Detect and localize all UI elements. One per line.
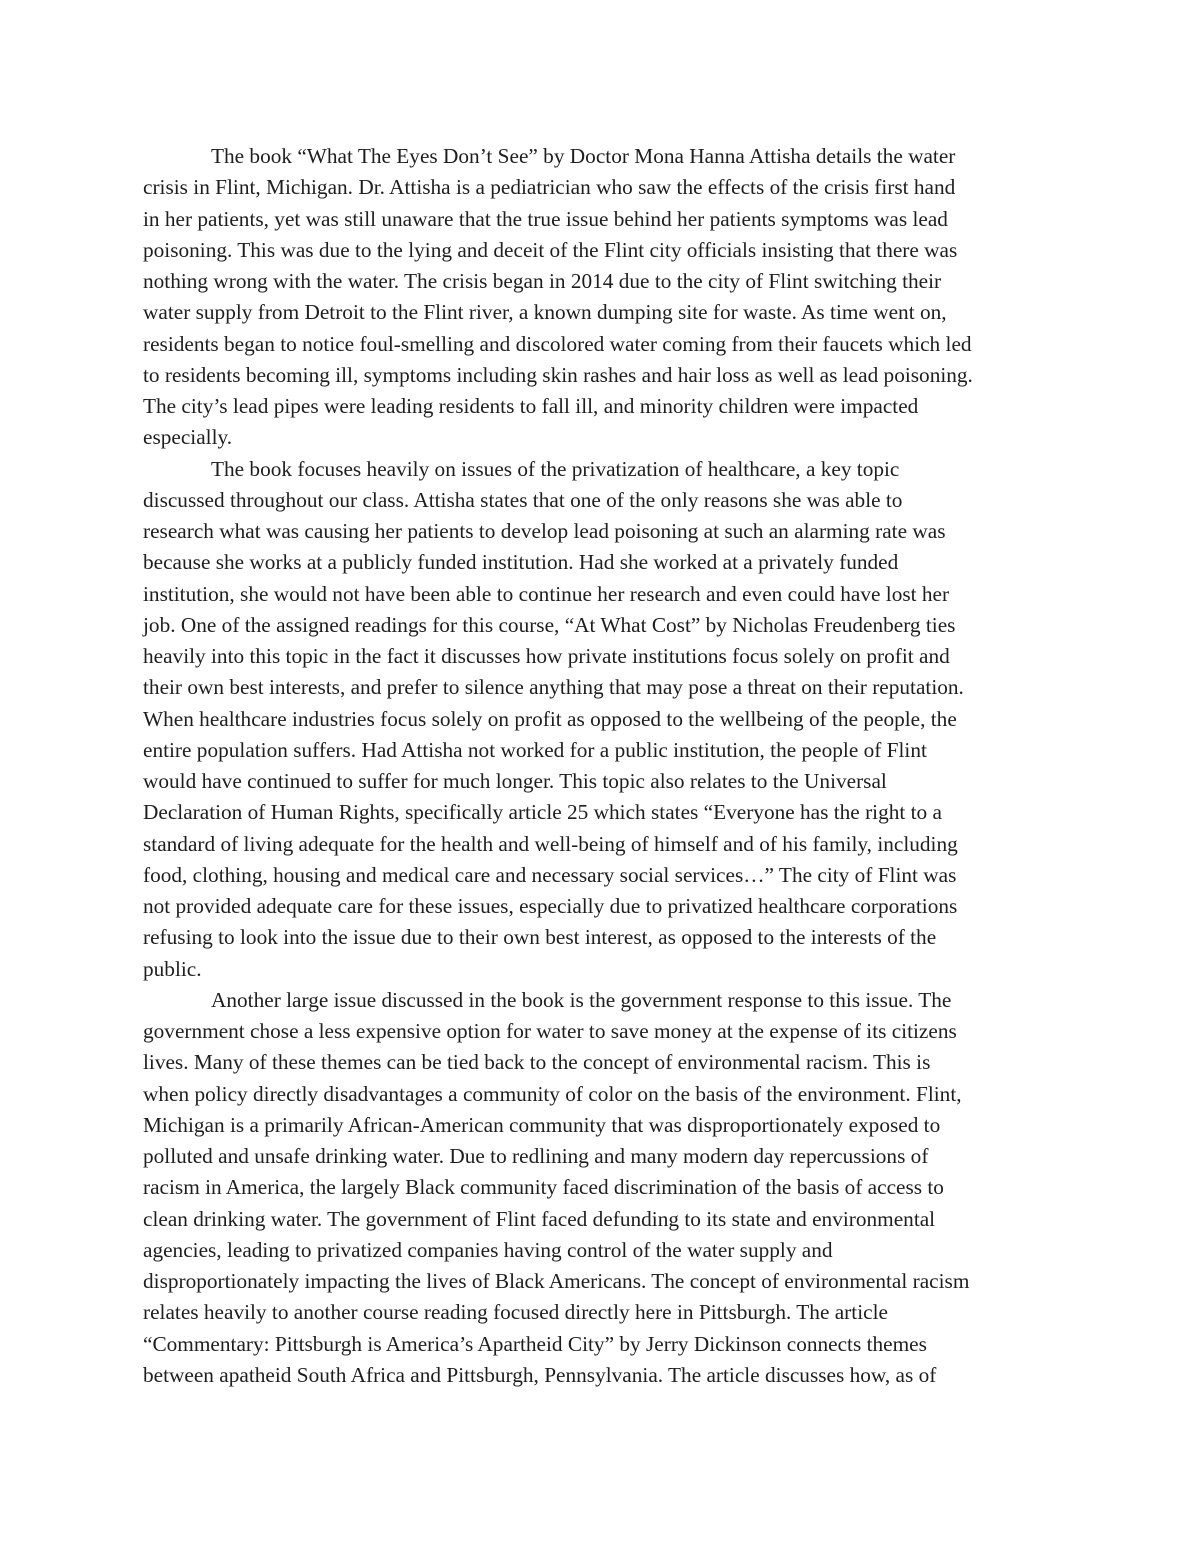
text-line: when policy directly disadvantages a community of color on the basis of the environment. Flint,	[143, 1081, 962, 1106]
text-line: clean drinking water. The government of Flint faced defunding to its state and environmental	[143, 1206, 936, 1231]
text-line: standard of living adequate for the health and well-being of himself and of his family, including	[143, 831, 958, 856]
document-body	[143, 141, 1063, 1391]
text-line: Michigan is a primarily African-American community that was disproportionately exposed to	[143, 1112, 941, 1137]
text-line: discussed throughout our class. Attisha states that one of the only reasons she was able to	[143, 487, 903, 512]
text-line: institution, she would not have been able to continue her research and even could have lost her	[143, 581, 950, 606]
text-line: disproportionately impacting the lives of Black Americans. The concept of environmental racism	[143, 1269, 970, 1293]
text-line: government chose a less expensive option for water to save money at the expense of its citizens	[143, 1019, 957, 1043]
text-line: entire population suffers. Had Attisha not worked for a public institution, the people of Flint	[143, 737, 927, 762]
text-line: Declaration of Human Rights, specifically article 25 which states “Everyone has the right to a	[143, 800, 942, 825]
text-line: agencies, leading to privatized companies having control of the water supply and	[143, 1237, 833, 1262]
text-line: water supply from Detroit to the Flint river, a known dumping site for waste. As time went on,	[143, 300, 947, 325]
text-line: nothing wrong with the water. The crisis began in 2014 due to the city of Flint switching their	[143, 269, 942, 293]
paragraph-2	[143, 454, 1063, 985]
text-line: food, clothing, housing and medical care and necessary social services…” The city of Flint was	[143, 862, 957, 887]
text-line: The book “What The Eyes Don’t See” by Doctor Mona Hanna Attisha details the water	[211, 144, 956, 168]
text-line: their own best interests, and prefer to silence anything that may pose a threat on their reputation.	[143, 675, 964, 700]
text-line: would have continued to suffer for much longer. This topic also relates to the Universal	[143, 769, 887, 793]
text-line: between apatheid South Africa and Pittsburgh, Pennsylvania. The article discusses how, as of	[143, 1362, 937, 1387]
text-line: heavily into this topic in the fact it discusses how private institutions focus solely on profit and	[143, 644, 950, 668]
text-line: When healthcare industries focus solely on profit as opposed to the wellbeing of the people, the	[143, 706, 957, 731]
paragraph-1	[143, 141, 1063, 454]
text-line: relates heavily to another course reading focused directly here in Pittsburgh. The article	[143, 1300, 888, 1325]
text-line: residents began to notice foul-smelling and discolored water coming from their faucets which led	[143, 331, 972, 356]
text-line: to residents becoming ill, symptoms including skin rashes and hair loss as well as lead poisoning.	[143, 362, 973, 387]
text-line: Another large issue discussed in the book is the government response to this issue. The	[211, 987, 952, 1012]
paragraph-3	[143, 985, 1063, 1391]
text-line: crisis in Flint, Michigan. Dr. Attisha is a pediatrician who saw the effects of the crisis first hand	[143, 175, 956, 200]
text-line: not provided adequate care for these issues, especially due to privatized healthcare corporations	[143, 894, 958, 918]
text-line: “Commentary: Pittsburgh is America’s Apartheid City” by Jerry Dickinson connects themes	[143, 1331, 927, 1356]
text-line: The book focuses heavily on issues of the privatization of healthcare, a key topic	[211, 456, 900, 481]
text-line: poisoning. This was due to the lying and deceit of the Flint city officials insisting that there was	[143, 237, 958, 262]
text-line: in her patients, yet was still unaware that the true issue behind her patients symptoms was lead	[143, 206, 948, 231]
text-line: lives. Many of these themes can be tied back to the concept of environmental racism. This is	[143, 1050, 931, 1075]
text-line: because she works at a publicly funded institution. Had she worked at a privately funded	[143, 550, 899, 575]
text-line: refusing to look into the issue due to their own best interest, as opposed to the interests of the	[143, 925, 937, 950]
text-line: research what was causing her patients to develop lead poisoning at such an alarming rate was	[143, 519, 946, 543]
text-line: The city’s lead pipes were leading residents to fall ill, and minority children were impacted	[143, 394, 919, 418]
text-line: polluted and unsafe drinking water. Due to redlining and many modern day repercussions of	[143, 1144, 929, 1168]
text-line: racism in America, the largely Black community faced discrimination of the basis of access to	[143, 1175, 944, 1200]
text-line: especially.	[143, 425, 233, 450]
text-line: job. One of the assigned readings for this course, “At What Cost” by Nicholas Freudenberg ties	[143, 612, 956, 637]
text-line: public.	[143, 956, 202, 981]
